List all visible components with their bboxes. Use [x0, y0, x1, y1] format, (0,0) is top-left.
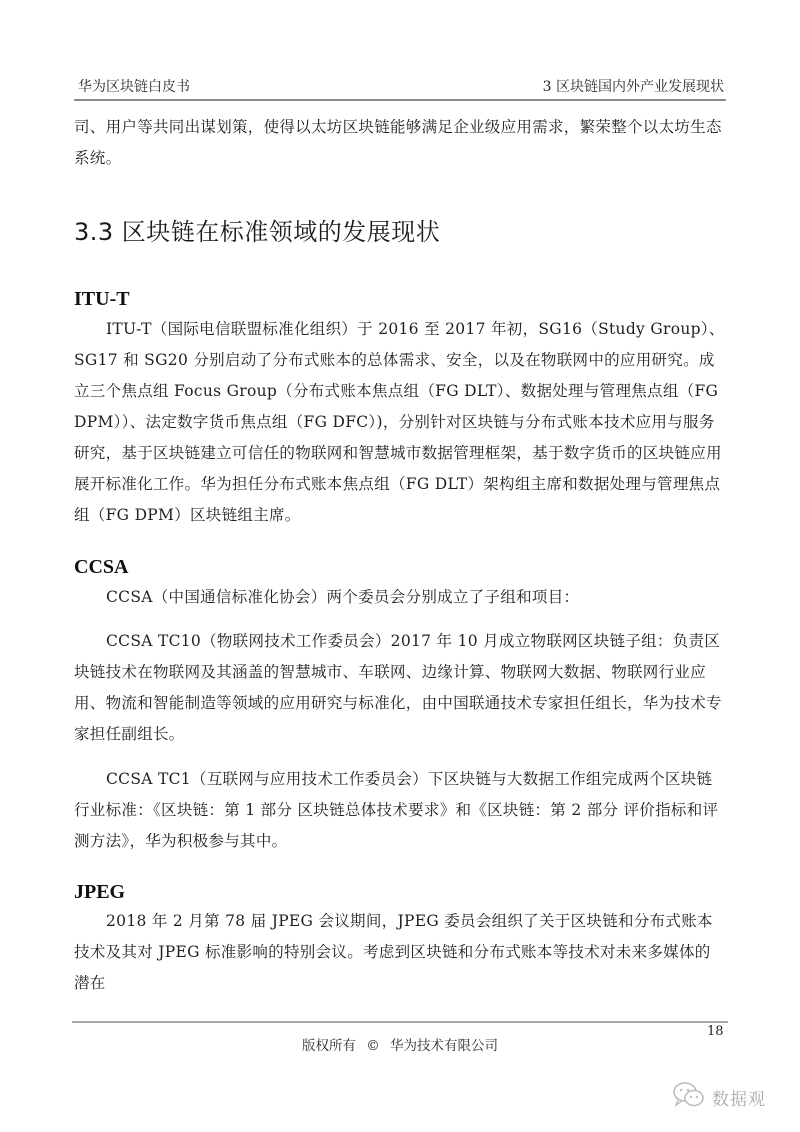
- jpeg-paragraph-block: [74, 906, 726, 999]
- header-divider: [74, 99, 726, 101]
- itu-t-paragraph: ITU-T（国际电信联盟标准化组织）于 2016 至 2017 年初，SG16（Study Group）、SG17 和 SG20 分别启动了分布式账本的总体需求、安全，以及在物联网中的应用研究。成立三个焦点组 Focus Group（分布式账本焦点组（FG DLT）、数据处理与管理焦点组（FG DPM））、法定数字货币焦点组（FG DFC）)，分别针对区块链与分布式账本技术应用与服务研究，基于区块链建立可信任的物联网和智慧城市数据管理框架，基于数字货币的区块链应用展开标准化工作。华为担任分布式账本焦点组（FG DLT）架构组主席和数据处理与管理焦点组（FG DPM）区块链组主席。: [74, 320, 725, 524]
- ccsa-paragraph-block-2: [74, 626, 726, 750]
- intro-paragraph: 司、用户等共同出谋划策，使得以太坊区块链能够满足企业级应用需求，繁荣整个以太坊生态系统。: [74, 118, 722, 167]
- ccsa-paragraph-block-3: [74, 764, 726, 857]
- heading-ccsa: CCSA: [74, 556, 129, 578]
- page-number: 18: [707, 1024, 724, 1039]
- copyright-notice: [0, 1034, 800, 1054]
- header-chapter-title: 3 区块链国内外产业发展现状: [542, 79, 724, 95]
- copyright-symbol: ©: [366, 1038, 380, 1054]
- intro-paragraph-block: [74, 112, 726, 174]
- wechat-icon: [672, 1081, 706, 1113]
- jpeg-paragraph: 2018 年 2 月第 78 届 JPEG 会议期间，JPEG 委员会组织了关于区块链和分布式账本技术及其对 JPEG 标准影响的特别会议。考虑到区块链和分布式账本等技术对未来多媒体的潜在: [74, 912, 713, 992]
- header-document-title: 华为区块链白皮书: [78, 79, 190, 95]
- section-title: 3.3 区块链在标准领域的发展现状: [74, 218, 441, 246]
- ccsa-tc1-paragraph: CCSA TC1（互联网与应用技术工作委员会）下区块链与大数据工作组完成两个区块链行业标准：《区块链：第 1 部分 区块链总体技术要求》和《区块链：第 2 部分 评价指标和评测方法》，华为积极参与其中。: [74, 770, 719, 850]
- itu-t-paragraph-block: [74, 314, 726, 531]
- footer-divider: [72, 1021, 728, 1023]
- copyright-owner: 华为技术有限公司: [390, 1038, 499, 1054]
- heading-jpeg: JPEG: [74, 881, 126, 903]
- heading-itu-t: ITU-T: [74, 288, 130, 310]
- watermark-text: 数据观: [712, 1089, 766, 1110]
- running-header: [74, 74, 726, 96]
- ccsa-tc10-paragraph: CCSA TC10（物联网技术工作委员会）2017 年 10 月成立物联网区块链子组：负责区块链技术在物联网及其涵盖的智慧城市、车联网、边缘计算、物联网大数据、物联网行业应用、物流和智能制造等领域的应用研究与标准化，由中国联通技术专家担任组长，华为技术专家担任副组长。: [74, 632, 722, 743]
- watermark: [672, 1082, 766, 1112]
- copyright-label: 版权所有: [301, 1038, 356, 1054]
- ccsa-paragraph-intro: CCSA（中国通信标准化协会）两个委员会分别成立了子组和项目：: [106, 588, 580, 606]
- ccsa-paragraph-block-1: [74, 582, 726, 613]
